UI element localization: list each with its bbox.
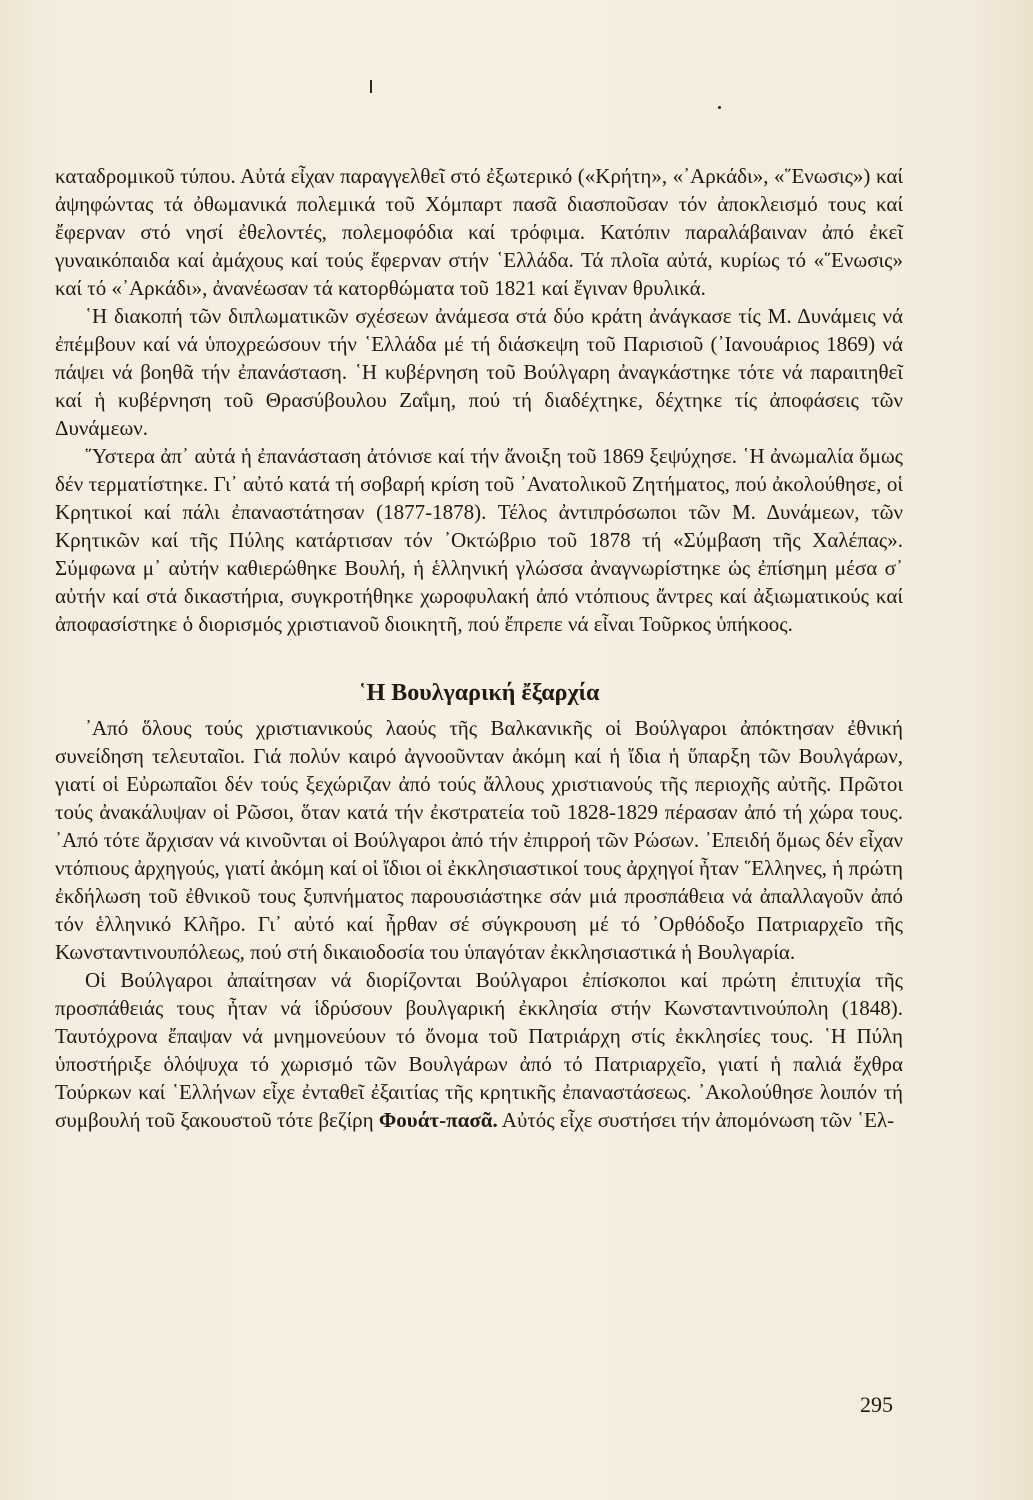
paragraph-bulgarian-bishops-start: Οἱ Βούλγαροι ἀπαίτησαν νά διορίζονται Βούλγαροι ἐπίσκοποι καί πρώτη ἐπιτυχία τῆς προσπάθειάς τους ἦταν νά ἱδρύσουν βουλγαρική ἐκκλησία στήν Κωνσταντινούπολη (1848). Ταυτόχρονα ἔπαψαν νά μνημονεύουν τό ὄνομα τοῦ Πατριάρχη στίς ἐκκλησίες τους. ῾Η Πύλη ὑποστήριξε ὁλόψυχα τό χωρισμό τῶν Βουλγάρων ἀπό τό Πατριαρχεῖο, γιατί ἡ παλιά ἔχθρα Τούρκων καί ῾Ελλήνων εἶχε ἐνταθεῖ ἐξαιτίας τῆς κρητικῆς ἐπαναστάσεως. ᾽Ακολούθησε λοιπόν τή συμβουλή τοῦ ξακουστοῦ τότε βεζίρη — [55, 968, 903, 1132]
body-text — [55, 162, 903, 1134]
paragraph-bulgarian-awareness: ᾽Από ὅλους τούς χριστιανικούς λαούς τῆς Βαλκανικῆς οἱ Βούλγαροι ἀπόκτησαν ἐθνική συνείδηση τελευταῖοι. Γιά πολύν καιρό ἀγνοοῦνταν ἀκόμη καί ἡ ἴδια ἡ ὕπαρξη τῶν Βουλγάρων, γιατί οἱ Εὐρωπαῖοι δέν τούς ξεχώριζαν ἀπό τούς ἄλλους χριστιανούς τῆς περιοχῆς αὐτῆς. Πρῶτοι τούς ἀνακάλυψαν οἱ Ρῶσοι, ὅταν κατά τήν ἐκστρατεία τοῦ 1828-1829 πέρασαν ἀπό τή χώρα τους. ᾽Από τότε ἄρχισαν νά κινοῦνται οἱ Βούλγαροι ἀπό τήν ἐπιρροή τῶν Ρώσων. ᾽Επειδή ὅμως δέν εἶχαν ντόπιους ἀρχηγούς, γιατί ἀκόμη καί οἱ ἴδιοι οἱ ἐκκλησιαστικοί τους ἀρχηγοί ἦταν ῞Ελληνες, ἡ πρώτη ἐκδήλωση τοῦ ἐθνικοῦ τους ξυπνήματος παρουσιάστηκε σάν μιά προσπάθεια νά ἀπαλλαγοῦν ἀπό τόν ἑλληνικό Κλῆρο. Γι᾽ αὐτό καί ἦρθαν σέ σύγκρουση μέ τό ᾽Ορθόδοξο Πατριαρχεῖο τῆς Κωνσταντινουπόλεως, πού στή δικαιοδοσία του ὑπαγόταν ἐκκλησιαστικά ἡ Βουλγαρία. — [55, 716, 903, 964]
paragraph-continued: καταδρομικοῦ τύπου. Αὐτά εἶχαν παραγγελθεῖ στό ἐξωτερικό («Κρήτη», «᾽Αρκάδι», «῞Ενωσις») καί ἀψηφώντας τά ὀθωμανικά πολεμικά τοῦ Χόμπαρτ πασᾶ διασποῦσαν τόν ἀποκλεισμό τους καί ἔφερναν στό νησί ἐθελοντές, πολεμοφόδια καί τρόφιμα. Κατόπιν παραλάβαιναν ἀπό ἐκεῖ γυναικόπαιδα καί ἀμάχους καί τούς ἔφερναν στήν ῾Ελλάδα. Τά πλοῖα αὐτά, κυρίως τό «῞Ενωσις» καί τό «᾽Αρκάδι», ἀνανέωσαν τά κατορθώματα τοῦ 1821 καί ἔγιναν θρυλικά. — [55, 164, 903, 300]
paragraph-bulgarian-bishops-end: Αὐτός εἶχε συστήσει τήν ἀπομόνωση τῶν ῾Ελ- — [497, 1108, 895, 1132]
paragraph-bulgarian-bishops — [55, 966, 903, 1134]
fuat-pasha-bold: Φουάτ-πασᾶ. — [378, 1108, 498, 1132]
page-number: 295 — [860, 1392, 893, 1417]
section-heading: ῾Η Βουλγαρική ἔξαρχία — [358, 680, 600, 706]
paragraph-halepa-pact: ῞Υστερα ἀπ᾽ αὐτά ἡ ἐπανάσταση ἀτόνισε καί τήν ἄνοιξη τοῦ 1869 ξεψύχησε. ῾Η ἀνωμαλία ὅμως δέν τερματίστηκε. Γι᾽ αὐτό κατά τή σοβαρή κρίση τοῦ ᾽Ανατολικοῦ Ζητήματος, πού ἀκολούθησε, οἱ Κρητικοί καί πάλι ἐπαναστάτησαν (1877-1878). Τέλος ἀντιπρόσωποι τῶν Μ. Δυνάμεων, τῶν Κρητικῶν καί τῆς Πύλης κατάρτισαν τόν ᾽Οκτώβριο τοῦ 1878 τή «Σύμβαση τῆς Χαλέπας». Σύμφωνα μ᾽ αὐτήν καθιερώθηκε Βουλή, ἡ ἑλληνική γλώσσα ἀναγνωρίστηκε ὡς ἐπίσημη μέσα σ᾽ αὐτήν καί στά δικαστήρια, συγκροτήθηκε χωροφυλακή ἀπό ντόπιους ἄντρες καί ἀξιωματικούς καί ἀποφασίστηκε ὁ διορισμός χριστιανοῦ διοικητῆ, πού ἔπρεπε νά εἶναι Τοῦρκος ὑπήκοος. — [55, 444, 903, 636]
paragraph-diplomatic-break: ῾Η διακοπή τῶν διπλωματικῶν σχέσεων ἀνάμεσα στά δύο κράτη ἀνάγκασε τίς Μ. Δυνάμεις νά ἐπέμβουν καί νά ὑποχρεώσουν τήν ῾Ελλάδα μέ τή διάσκεψη τοῦ Παρισιοῦ (᾽Ιανουάριος 1869) νά πάψει νά βοηθᾶ τήν ἐπανάσταση. ῾Η κυβέρνηση τοῦ Βούλγαρη ἀναγκάστηκε τότε νά παραιτηθεῖ καί ἡ κυβέρνηση τοῦ Θρασύβουλου Ζαΐμη, πού τή διαδέχτηκε, δέχτηκε τίς ἀποφάσεις τῶν Δυνάμεων. — [55, 304, 903, 440]
ink-mark — [370, 80, 372, 93]
ink-dot — [718, 106, 721, 109]
